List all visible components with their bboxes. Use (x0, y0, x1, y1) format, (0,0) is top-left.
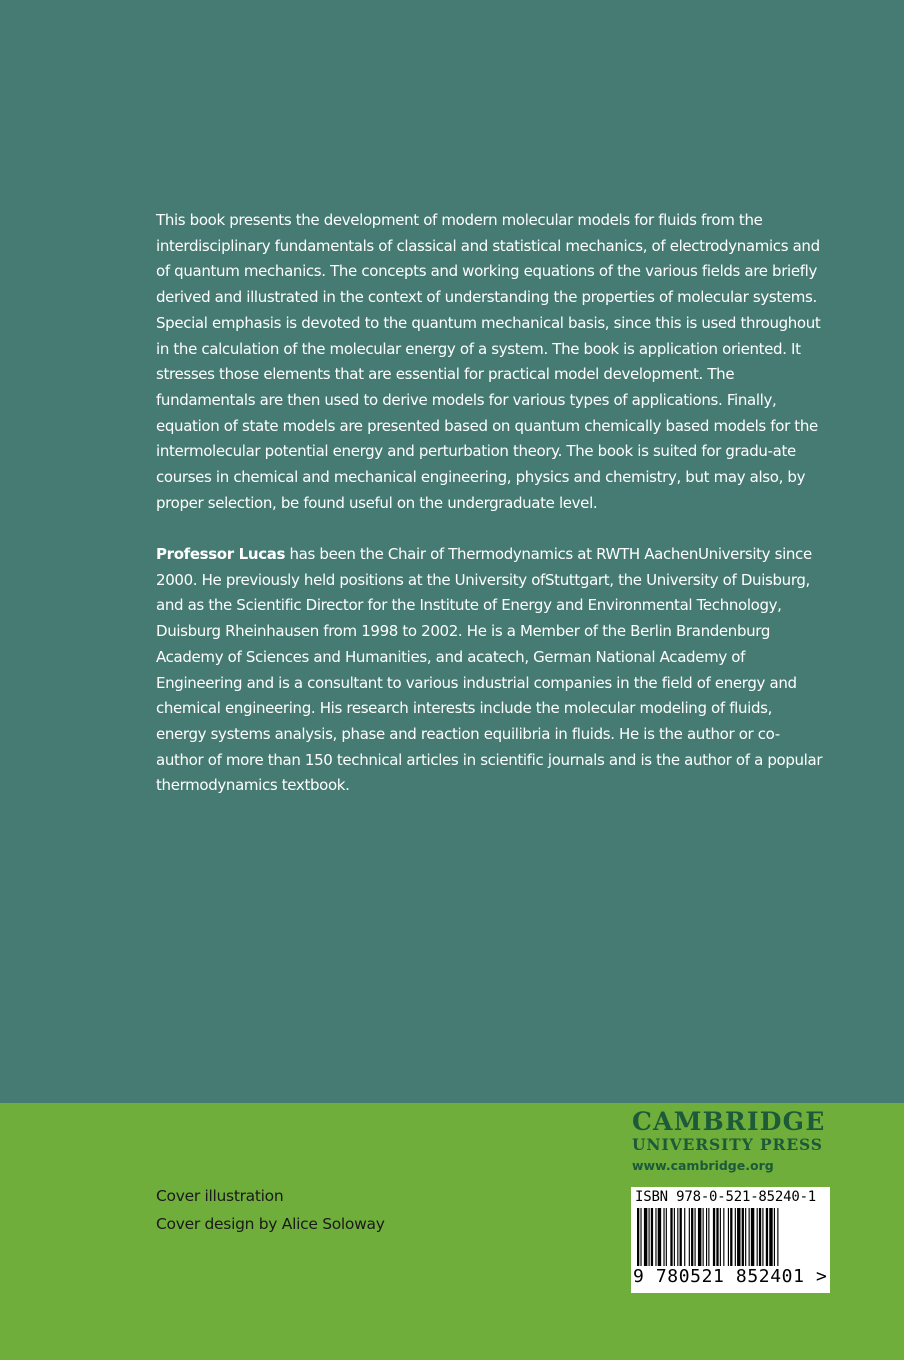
book-description (156, 208, 826, 516)
isbn-number: ISBN 978-0-521-85240-1 (635, 1189, 817, 1205)
cover-illustration-credit: Cover illustration (156, 1187, 284, 1205)
cover-design-credit: Cover design by Alice Soloway (156, 1215, 385, 1233)
author-bio-text: has been the Chair of Thermodynamics at RWTH AachenUniversity since 2000. He previously held positions at the University ofStuttgart, the University of Duisburg, and as the Scientific Director for the Institute of Energy and Environmental Technology, Duisburg Rheinhausen from 1998 to 2002. He is a Member of the Berlin Brandenburg Academy of Sciences and Humanities, and acatech, German National Academy of Engineering and is a consultant to various industrial companies in the field of energy and chemical engineering. His research interests include the molecular modeling of fluids, energy systems analysis, phase and reaction equilibria in fluids. He is the author or co-author of more than 150 technical articles in scientific journals and is the author of a popular thermodynamics textbook. (156, 545, 823, 795)
publisher-subtitle: UNIVERSITY PRESS (632, 1135, 823, 1154)
author-bio (156, 542, 826, 799)
cover-credits (156, 1182, 385, 1238)
publisher-logo (632, 1108, 832, 1173)
publisher-name: CAMBRIDGE (632, 1107, 826, 1136)
author-name: Professor Lucas (156, 545, 286, 563)
author-bio-paragraph (156, 542, 826, 799)
isbn-barcode (631, 1187, 830, 1293)
barcode-bars (637, 1208, 823, 1266)
publisher-url: www.cambridge.org (632, 1158, 774, 1173)
barcode-digits: 9 780521 852401 > (633, 1266, 828, 1287)
description-paragraph: This book presents the development of modern molecular models for fluids from the interdisciplinary fundamentals of classical and statistical mechanics, of electrodynamics and of quantum mechanics. The concepts and working equations of the various fields are briefly derived and illustrated in the context of understanding the properties of molecular systems. Special emphasis is devoted to the quantum mechanical basis, since this is used throughout in the calculation of the molecular energy of a system. The book is application oriented. It stresses those elements that are essential for practical model development. The fundamentals are then used to derive models for various types of applications. Finally, equation of state models are presented based on quantum chemically based models for the intermolecular potential energy and perturbation theory. The book is suited for gradu-ate courses in chemical and mechanical engineering, physics and chemistry, but may also, by proper selection, be found useful on the undergraduate level. (156, 211, 821, 512)
